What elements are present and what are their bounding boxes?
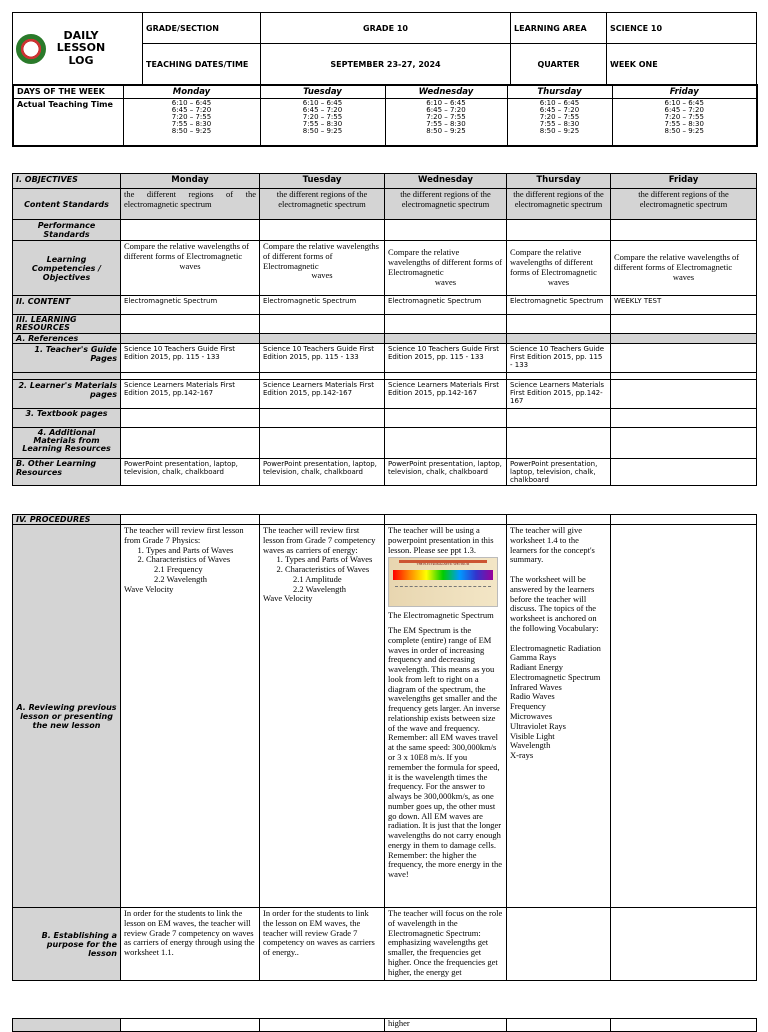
reviewing-label-text: A. Reviewing previous lesson or presenting the new lesson: [16, 702, 117, 730]
proc-list-item: 2. Characteristics of Waves: [146, 555, 256, 565]
proc-heading: The Electromagnetic Spectrum: [388, 610, 494, 621]
empty-cell: [507, 428, 611, 459]
other-resources-value: PowerPoint presentation, laptop, television, chalk, chalkboard: [507, 459, 611, 486]
next-page-fragment: higher: [385, 1019, 507, 1032]
competencies-label: Learning Competencies / Objectives: [13, 241, 121, 296]
schedule-table: [12, 84, 758, 147]
content-standard: the different regions of the electromagnetic spectrum: [260, 189, 385, 220]
time-slot: 7:55 – 8:30: [171, 120, 212, 128]
proc-list-item: 2. Characteristics of Waves: [285, 565, 381, 575]
empty-cell: [385, 220, 507, 241]
time-slot: 8:50 – 9:25: [539, 127, 580, 135]
empty-cell: [507, 220, 611, 241]
proc-text: The teacher will be using a powerpoint presentation in this lesson. Please see ppt 1.3.: [388, 525, 494, 555]
empty-cell: [121, 315, 260, 334]
teachers-guide-value: Science 10 Teachers Guide First Edition 2015, pp. 115 - 133: [260, 344, 385, 373]
empty-cell: [260, 373, 385, 380]
empty-cell: [13, 1019, 121, 1032]
times-tuesday: [260, 99, 385, 147]
proc-a-monday: [121, 525, 260, 908]
obj-day-wednesday: Wednesday: [385, 174, 507, 189]
purpose-label-text: B. Establishing a purpose for the lesson: [41, 930, 117, 958]
reviewing-label: [13, 525, 121, 908]
content-value: Electromagnetic Spectrum: [260, 296, 385, 315]
empty-cell: [260, 220, 385, 241]
proc-sub-item: 2.1 Frequency: [154, 564, 203, 575]
empty-cell: [121, 1019, 260, 1032]
competency-tail: waves: [311, 270, 333, 281]
vocabulary-list: [510, 644, 607, 761]
obj-day-friday: Friday: [611, 174, 757, 189]
competency-tail: waves: [547, 276, 570, 287]
grade-section-label: GRADE/SECTION: [143, 13, 261, 44]
competency: [507, 241, 611, 296]
time-slot: 6:10 – 6:45: [171, 99, 212, 107]
content-standard: the different regions of the electromagnetic spectrum: [121, 189, 260, 220]
competency-text: Compare the relative wavelengths of different forms of Electromagnetic: [510, 247, 597, 277]
time-slot: 6:10 – 6:45: [664, 99, 704, 107]
purpose-label: [13, 908, 121, 981]
empty-cell: [611, 428, 757, 459]
time-slot: 8:50 – 9:25: [302, 127, 343, 135]
proc-text: Wave Velocity: [124, 583, 174, 594]
additional-materials-label: 4. Additional Materials from Learning Resources: [13, 428, 121, 459]
teachers-guide-value: Science 10 Teachers Guide First Edition 2015, pp. 115 - 133: [121, 344, 260, 373]
learners-materials-value: Science Learners Materials First Edition 2015, pp.142-167: [385, 380, 507, 409]
vocab-item: Visible Light: [510, 730, 555, 741]
proc-list: [263, 555, 381, 575]
textbook-label: 3. Textbook pages: [13, 409, 121, 428]
competency-text: Compare the relative wavelengths of different forms of Electromagnetic: [614, 252, 740, 273]
times-friday: [612, 99, 757, 147]
empty-cell: [611, 315, 757, 334]
content-value: Electromagnetic Spectrum: [385, 296, 507, 315]
next-page-table: [12, 1018, 757, 1032]
empty-cell: [507, 315, 611, 334]
proc-sub-item: 2.1 Amplitude: [293, 573, 342, 584]
time-slot: 7:55 – 8:30: [664, 120, 704, 128]
time-slot: 8:50 – 9:25: [664, 127, 704, 135]
empty-cell: [13, 373, 121, 380]
empty-cell: [260, 409, 385, 428]
empty-cell: [507, 409, 611, 428]
vocab-item: Gamma Rays: [510, 652, 557, 663]
empty-cell: [385, 515, 507, 525]
day-friday: Friday: [612, 85, 757, 99]
time-slot: 7:20 – 7:55: [539, 113, 580, 121]
teachers-guide-value: [611, 344, 757, 373]
empty-cell: [611, 220, 757, 241]
empty-cell: [385, 373, 507, 380]
content-value: Electromagnetic Spectrum: [507, 296, 611, 315]
competency-text: Compare the relative wavelengths of different forms of Electromagnetic: [388, 247, 503, 277]
teachers-guide-label: 1. Teacher's Guide Pages: [13, 344, 121, 373]
other-resources-value: PowerPoint presentation, laptop, television, chalk, chalkboard: [121, 459, 260, 486]
proc-a-wednesday: [385, 525, 507, 908]
time-slot: 7:20 – 7:55: [426, 113, 466, 121]
proc-b-tuesday: In order for the students to link the lesson on EM waves, the teacher will review Grade 7 competency on waves as carriers of energy..: [260, 908, 385, 981]
time-slot: 6:45 – 7:20: [171, 106, 212, 114]
empty-cell: [385, 334, 507, 344]
times-wednesday: [385, 99, 507, 147]
competency: [260, 241, 385, 296]
content-standard: the different regions of the electromagnetic spectrum: [507, 189, 611, 220]
empty-cell: [611, 515, 757, 525]
vocab-item: Microwaves: [510, 711, 553, 722]
empty-cell: [121, 428, 260, 459]
competency-tail: waves: [434, 276, 457, 287]
empty-cell: [611, 373, 757, 380]
proc-list: [124, 546, 256, 566]
time-slot: 6:45 – 7:20: [302, 106, 343, 114]
em-spectrum-band: [393, 570, 493, 580]
empty-cell: [507, 1019, 611, 1032]
day-tuesday: Tuesday: [260, 85, 385, 99]
objectives-label: I. OBJECTIVES: [13, 174, 121, 189]
learning-area-label: LEARNING AREA: [511, 13, 607, 44]
learners-materials-value: Science Learners Materials First Edition 2015, pp.142-167: [260, 380, 385, 409]
proc-text: The worksheet will be answered by the learners before the teacher will discuss. The topics of the worksheet is anchored on the following Vocabulary:: [510, 574, 599, 633]
vocab-item: Radio Waves: [510, 691, 555, 702]
learning-resources-label: III. LEARNING RESOURCES: [13, 315, 121, 334]
proc-sub-item: 2.2 Wavelength: [293, 583, 346, 594]
em-spectrum-image: [388, 557, 498, 607]
empty-cell: [121, 515, 260, 525]
vocab-item: Frequency: [510, 701, 546, 712]
procedures-label: IV. PROCEDURES: [13, 515, 121, 525]
times-thursday: [507, 99, 612, 147]
time-slot: 7:20 – 7:55: [302, 113, 343, 121]
empty-cell: [385, 315, 507, 334]
time-slot: 6:10 – 6:45: [426, 99, 466, 107]
empty-cell: [611, 409, 757, 428]
proc-text: The teacher will review first lesson from Grade 7 Physics:: [124, 525, 244, 545]
obj-day-monday: Monday: [121, 174, 260, 189]
competency: [385, 241, 507, 296]
vocab-item: Radiant Energy: [510, 662, 563, 673]
teachers-guide-value: Science 10 Teachers Guide First Edition 2015, pp. 115 - 133: [507, 344, 611, 373]
em-spectrum-image-title: THE ELECTROMAGNETIC SPECTRUM: [416, 562, 470, 567]
proc-text: The teacher will give worksheet 1.4 to the learners for the concept's summary.: [510, 525, 595, 565]
proc-list-item: 1. Types and Parts of Waves: [146, 546, 256, 556]
time-slot: 8:50 – 9:25: [426, 127, 466, 135]
empty-cell: [260, 515, 385, 525]
proc-b-wednesday: The teacher will focus on the role of wavelength in the Electromagnetic Spectrum: emphasizing wavelengths get smaller, the frequencies get higher. Once the frequencies get higher, the energy get: [385, 908, 507, 981]
empty-cell: [121, 334, 260, 344]
time-slot: 7:20 – 7:55: [171, 113, 212, 121]
teachers-guide-value: Science 10 Teachers Guide First Edition 2015, pp. 115 - 133: [385, 344, 507, 373]
proc-sub-item: 2.2 Wavelength: [154, 573, 207, 584]
quarter-value: WEEK ONE: [607, 44, 757, 85]
teaching-dates-label: TEACHING DATES/TIME: [143, 44, 261, 85]
time-slot: 6:45 – 7:20: [426, 106, 466, 114]
proc-text: The teacher will review first lesson from Grade 7 competency waves as carriers of energy:: [263, 525, 376, 555]
header-table: [12, 12, 757, 85]
content-value: WEEKLY TEST: [611, 296, 757, 315]
time-slot: 7:55 – 8:30: [302, 120, 343, 128]
empty-cell: [121, 409, 260, 428]
competency: [121, 241, 260, 296]
empty-cell: [260, 334, 385, 344]
other-resources-label: B. Other Learning Resources: [13, 459, 121, 486]
competency-text: Compare the relative wavelengths of different forms of Electromagnetic: [124, 241, 250, 261]
time-slot: 7:55 – 8:30: [426, 120, 466, 128]
empty-cell: [507, 515, 611, 525]
time-slot: 6:10 – 6:45: [539, 99, 580, 107]
day-wednesday: Wednesday: [385, 85, 507, 99]
vocab-item: Infrared Waves: [510, 681, 562, 692]
empty-cell: [507, 373, 611, 380]
empty-cell: [385, 428, 507, 459]
quarter-label: QUARTER: [511, 44, 607, 85]
references-label: A. References: [13, 334, 121, 344]
actual-time-label: Actual Teaching Time: [13, 99, 123, 147]
school-seal-icon: [16, 34, 46, 64]
empty-cell: [385, 409, 507, 428]
obj-day-thursday: Thursday: [507, 174, 611, 189]
competency: [611, 241, 757, 296]
empty-cell: [611, 908, 757, 981]
vocab-item: Electromagnetic Radiation: [510, 642, 601, 653]
day-monday: Monday: [123, 85, 260, 99]
title-cell: [13, 13, 143, 85]
time-slot: 7:55 – 8:30: [539, 120, 580, 128]
proc-text: The EM Spectrum is the complete (entire) range of EM waves in order of increasing frequency and decreasing wavelength. This means as you look from left to right on a diagram of the spectrum, the wavelengths get smaller and the frequency gets larger. An inverse relationship exists between size of the wave and frequency. Remember: all EM waves travel at the same speed: 300,000km/s or 3 x 10E8 m/s. If you remember the formula for speed, it is the wavelength times the frequency. For the answer to always be 300,000km/s, as one number goes up, the other must go down. All EM waves are radiation. It is just that the longer wavelengths do not carry enough energy in them to damage cells. Remember: the higher the frequency, the more energy in the wave!: [388, 625, 502, 880]
content-standards-label: Content Standards: [13, 189, 121, 220]
empty-cell: [121, 373, 260, 380]
em-spectrum-scale: [395, 586, 491, 599]
vocab-item: Ultraviolet Rays: [510, 720, 566, 731]
proc-a-tuesday: [260, 525, 385, 908]
time-slot: 8:50 – 9:25: [171, 127, 212, 135]
time-slot: 6:45 – 7:20: [664, 106, 704, 114]
learners-materials-value: Science Learners Materials First Edition 2015, pp.142-167: [507, 380, 611, 409]
empty-cell: [507, 908, 611, 981]
content-label: II. CONTENT: [13, 296, 121, 315]
obj-day-tuesday: Tuesday: [260, 174, 385, 189]
competency-text: Compare the relative wavelengths of different forms of Electromagnetic: [263, 241, 379, 271]
other-resources-value: [611, 459, 757, 486]
vocab-item: X-rays: [510, 750, 534, 761]
empty-cell: [611, 1019, 757, 1032]
content-standard: the different regions of the electromagnetic spectrum: [611, 189, 757, 220]
time-slot: 6:10 – 6:45: [302, 99, 343, 107]
vocab-item: Wavelength: [510, 740, 551, 751]
proc-list-item: 1. Types and Parts of Waves: [285, 555, 381, 565]
other-resources-value: PowerPoint presentation, laptop, television, chalk, chalkboard: [260, 459, 385, 486]
empty-cell: [260, 315, 385, 334]
objectives-table: [12, 173, 757, 486]
other-resources-value: PowerPoint presentation, laptop, television, chalk, chalkboard: [385, 459, 507, 486]
title-line: DAILY: [63, 29, 99, 43]
proc-b-monday: In order for the students to link the lesson on EM waves, the teacher will review Grade 7 competency on waves as carriers of energy through using the worksheet 1.1.: [121, 908, 260, 981]
title-line: LOG: [68, 53, 94, 67]
learning-area-value: SCIENCE 10: [607, 13, 757, 44]
title-line: LESSON: [56, 41, 106, 55]
content-value: Electromagnetic Spectrum: [121, 296, 260, 315]
day-thursday: Thursday: [507, 85, 612, 99]
empty-cell: [611, 334, 757, 344]
proc-a-thursday: [507, 525, 611, 908]
empty-cell: [611, 525, 757, 908]
content-standard: the different regions of the electromagnetic spectrum: [385, 189, 507, 220]
grade-section-value: GRADE 10: [261, 13, 511, 44]
empty-cell: [121, 220, 260, 241]
times-monday: [123, 99, 260, 147]
empty-cell: [507, 334, 611, 344]
learners-materials-value: [611, 380, 757, 409]
procedures-table: [12, 514, 757, 981]
vocab-item: Electromagnetic Spectrum: [510, 671, 601, 682]
proc-text: Wave Velocity: [263, 593, 313, 604]
performance-standards-label: Performance Standards: [13, 220, 121, 241]
days-label: DAYS OF THE WEEK: [13, 85, 123, 99]
empty-cell: [260, 1019, 385, 1032]
competency-tail: waves: [672, 271, 695, 282]
learners-materials-value: Science Learners Materials First Edition 2015, pp.142-167: [121, 380, 260, 409]
learners-materials-label: 2. Learner's Materials pages: [13, 380, 121, 409]
competency-tail: waves: [179, 260, 201, 271]
teaching-dates-value: SEPTEMBER 23-27, 2024: [261, 44, 511, 85]
empty-cell: [260, 428, 385, 459]
time-slot: 7:20 – 7:55: [664, 113, 704, 121]
time-slot: 6:45 – 7:20: [539, 106, 580, 114]
